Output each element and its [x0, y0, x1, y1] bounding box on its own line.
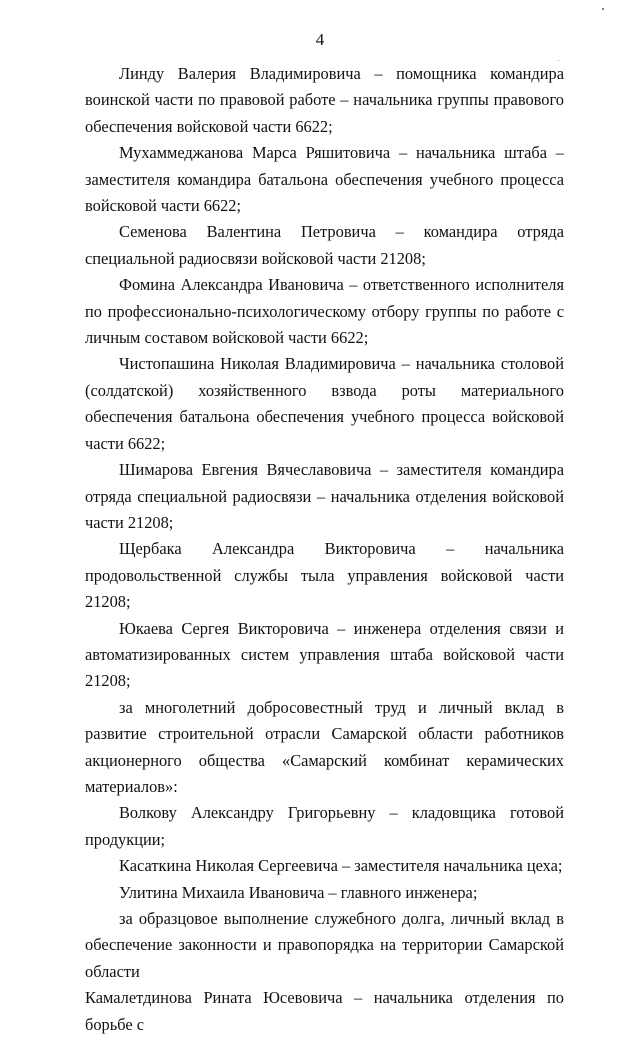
paragraph: Шимарова Евгения Вячеславовича – заместителя командира отряда специальной радиосвязи – начальника отделения войсковой части 21208;: [85, 460, 564, 532]
paragraph: Чистопашина Николая Владимировича – начальника столовой (солдатской) хозяйственного взвода роты материального обеспечения батальона обеспечения учебного процесса войсковой части 6622;: [85, 354, 564, 453]
paragraph: Улитина Михаила Ивановича – главного инженера;: [119, 882, 478, 902]
paragraph: Юкаева Сергея Викторовича – инженера отделения связи и автоматизированных систем управления штаба войсковой части 21208;: [85, 618, 564, 691]
scan-speck: [602, 8, 604, 10]
paragraph: Семенова Валентина Петровича – командира отряда специальной радиосвязи войсковой части 21208;: [85, 222, 564, 268]
paragraph: Фомина Александра Ивановича – ответственного исполнителя по профессионально-психологическому отбору группы по работе с личным составом войсковой части 6622;: [85, 275, 564, 348]
page-number: 4: [315, 30, 325, 49]
document-body: [85, 61, 564, 1038]
paragraph: Касаткина Николая Сергеевича – заместителя начальника цеха;: [119, 856, 563, 876]
paragraph: Линду Валерия Владимировича – помощника командира воинской части по правовой работе – начальника группы правового обеспечения войсковой части 6622;: [85, 64, 564, 136]
paragraph: Волкову Александру Григорьевну – кладовщика готовой продукции;: [85, 803, 564, 849]
paragraph: за многолетний добросовестный труд и личный вклад в развитие строительной отрасли Самарской области работников акционерного общества «Самарский комбинат керамических материалов»:: [85, 697, 564, 796]
paragraph: Мухаммеджанова Марса Ряшитовича – начальника штаба – заместителя командира батальона обеспечения учебного процесса войсковой части 6622;: [85, 143, 564, 216]
paragraph: Камалетдинова Рината Юсевовича – начальника отделения по борьбе с: [85, 988, 564, 1034]
paragraph: за образцовое выполнение служебного долга, личный вклад в обеспечение законности и правопорядка на территории Самарской области: [85, 909, 564, 981]
paragraph: Щербака Александра Викторовича – начальника продовольственной службы тыла управления войсковой части 21208;: [85, 539, 564, 612]
